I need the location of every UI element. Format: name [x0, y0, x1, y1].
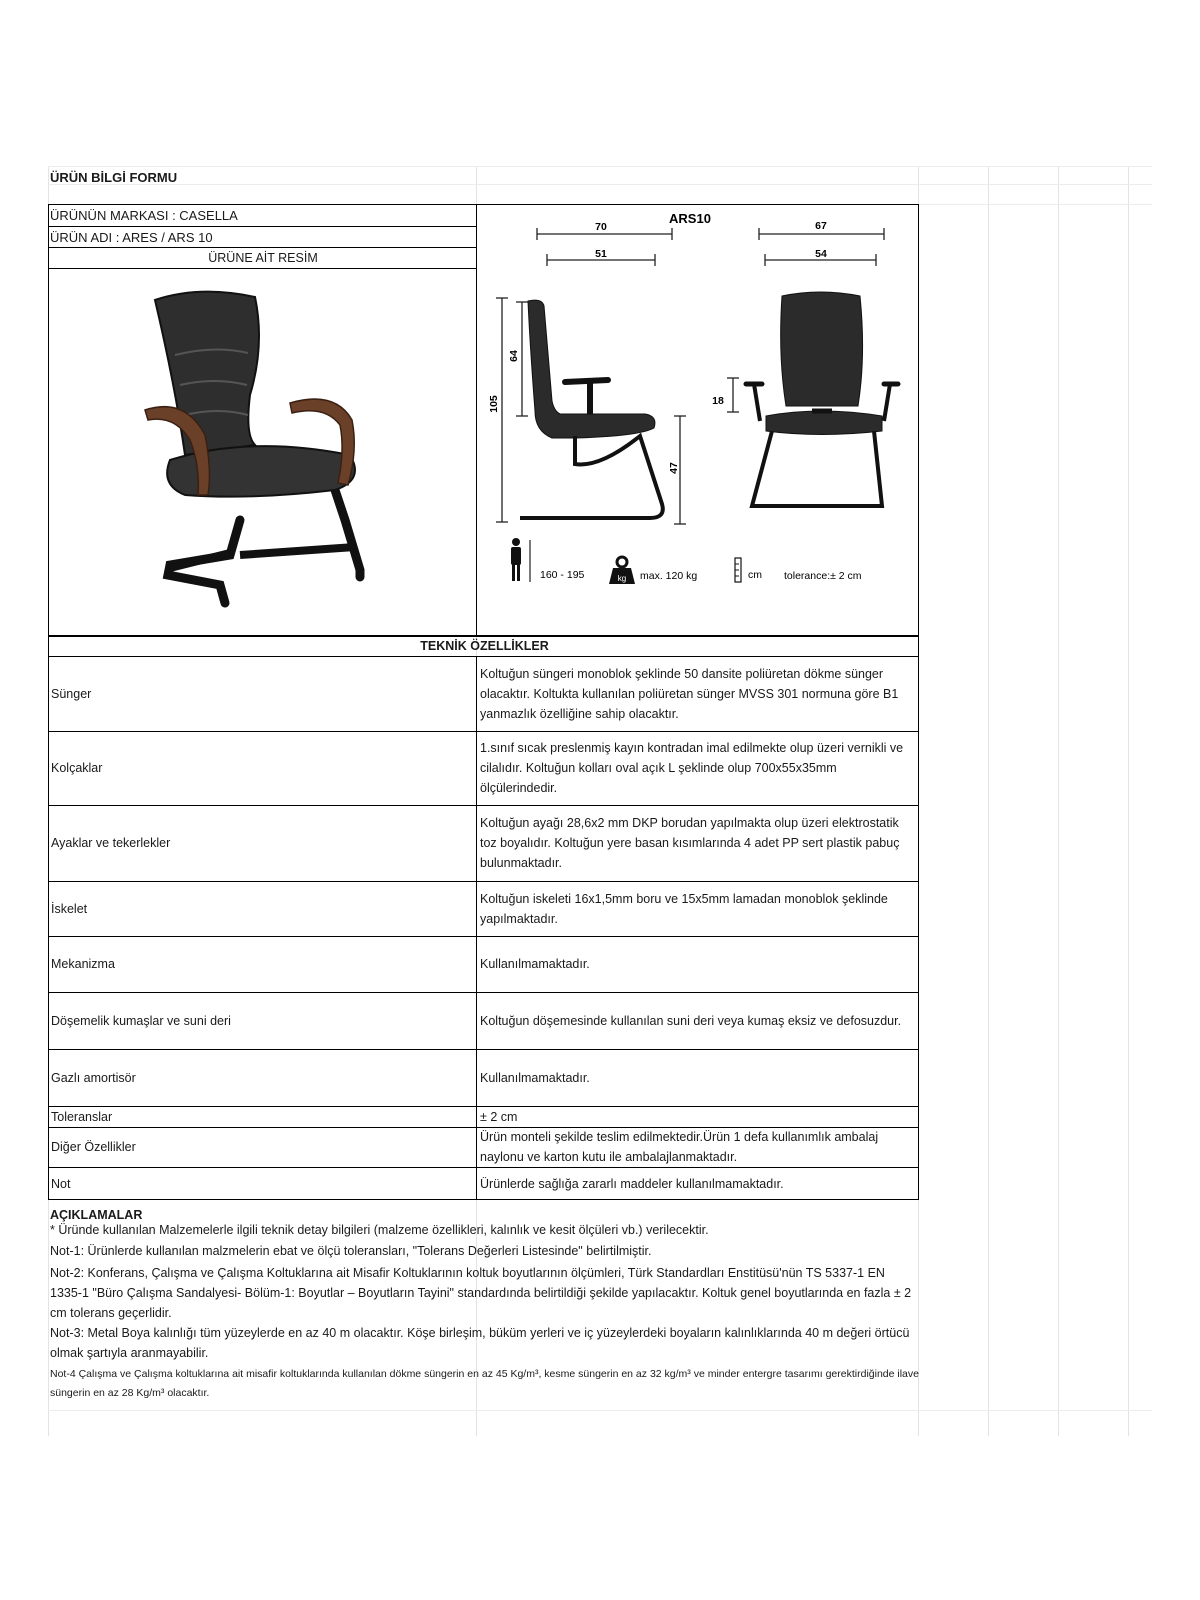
- grid-line: [48, 1410, 1152, 1411]
- spec-label: Gazlı amortisör: [51, 1070, 136, 1085]
- spec-label: Kolçaklar: [51, 761, 103, 775]
- note-0: * Üründe kullanılan Malzemelerle ilgili teknik detay bilgileri (malzeme özellikleri, kalınlık ve kesit ölçüleri vb.) verilecektir.: [50, 1223, 709, 1237]
- height-seat: 47: [668, 462, 680, 474]
- dimension-diagram: [480, 206, 916, 626]
- tolerance-label: tolerance:± 2 cm: [784, 570, 862, 582]
- product-name-row: ÜRÜN ADI : ARES / ARS 10: [50, 229, 213, 245]
- spec-value: ± 2 cm: [480, 1109, 518, 1124]
- grid-line: [1058, 166, 1059, 1436]
- side-width-top: 70: [595, 221, 607, 233]
- spec-value: Ürünlerde sağlığa zararlı maddeler kullanılmamaktadır.: [480, 1176, 784, 1191]
- row-divider: [48, 268, 476, 269]
- height-back: 64: [508, 350, 520, 362]
- note-1: Not-1: Ürünlerde kullanılan malzmelerin ebat ve ölçü toleransları, "Tolerans Değerleri Listesinde" belirtilmiştir.: [50, 1244, 652, 1258]
- spec-value: Koltuğun iskeleti 16x1,5mm boru ve 15x5mm lamadan monoblok şeklinde yapılmaktadır.: [480, 891, 888, 926]
- grid-line: [1128, 166, 1129, 1436]
- spec-label: Mekanizma: [51, 957, 115, 971]
- specs-header: TEKNİK ÖZELLİKLER: [48, 636, 919, 657]
- weight-icon: [609, 557, 635, 584]
- arm-height: 18: [712, 395, 724, 407]
- height-total: 105: [488, 395, 500, 413]
- spec-value: Koltuğun ayağı 28,6x2 mm DKP borudan yapılmakta olup üzeri elektrostatik toz boyalıdır. Koltuğun yere basan kısımlarında 4 adet PP sert plastik pabuç bulunmaktadır.: [480, 816, 900, 870]
- column-divider: [476, 204, 477, 636]
- grid-line: [48, 166, 1152, 167]
- spec-label: Döşemelik kumaşlar ve suni deri: [51, 1013, 231, 1028]
- grid-line: [48, 184, 1152, 185]
- spec-label: Toleranslar: [51, 1109, 113, 1124]
- spec-label: Sünger: [51, 687, 92, 701]
- user-height-range: 160 - 195: [540, 569, 585, 581]
- spec-value: Kullanılmamaktadır.: [480, 957, 590, 971]
- spec-label: Not: [51, 1176, 71, 1191]
- max-weight: max. 120 kg: [640, 570, 698, 582]
- form-title: ÜRÜN BİLGİ FORMU: [50, 170, 178, 185]
- spec-value: Kullanılmamaktadır.: [480, 1070, 590, 1085]
- image-label: ÜRÜNE AİT RESİM: [208, 251, 318, 265]
- grid-line: [988, 166, 989, 1436]
- notes-header: AÇIKLAMALAR: [50, 1208, 143, 1222]
- spec-value: Koltuğun döşemesinde kullanılan suni deri veya kumaş eksiz ve defosuzdur.: [480, 1013, 902, 1028]
- front-width-seat: 54: [815, 248, 827, 260]
- spec-value: Ürün monteli şekilde teslim edilmektedir.Ürün 1 defa kullanımlık ambalaj naylonu ve karton kutu ile ambalajlanmaktadır.: [480, 1130, 879, 1164]
- weight-badge: kg: [617, 574, 627, 583]
- model-code: ARS10: [669, 211, 711, 226]
- note-3: Not-3: Metal Boya kalınlığı tüm yüzeylerde en az 40 m olacaktır. Köşe birleşim, büküm yerleri ve iç yüzeylerdeki boyaların kalınlıklarında 40 m değeri örtücü olmak şartıyla aranmayabilir.: [50, 1326, 910, 1360]
- chair-photo: [130, 285, 380, 610]
- spec-label: Diğer Özellikler: [51, 1140, 136, 1154]
- note-4: Not-4 Çalışma ve Çalışma koltuklarına ait misafir koltuklarında kullanılan dökme süngerin en az 45 Kg/m³, kesme süngerin en az 32 kg/m³ ve minder entergre tasarımı gerektirdiğinde ilave süngerin en az 28 Kg/m³ olacaktır.: [50, 1368, 919, 1399]
- front-width-top: 67: [815, 220, 827, 232]
- side-width-seat: 51: [595, 248, 607, 260]
- note-2: Not-2: Konferans, Çalışma ve Çalışma Koltuklarına ait Misafir Koltuklarının koltuk boyutlarının ölçümleri, Türk Standardları Enstitüsü'nün TS 5337-1 EN 1335-1 "Büro Çalışma Sandalyesi- Bölüm-1: Boyutlar – Boyutların Tayini" standardında belirtildiği şekilde yapılacaktır. Koltuk genel boyutlarında en fazla ± 2 cm tolerans geçerlidir.: [50, 1266, 912, 1320]
- unit-label: cm: [748, 569, 762, 581]
- ruler-icon: [735, 558, 741, 582]
- person-icon: [511, 538, 521, 581]
- spec-value: Koltuğun süngeri monoblok şeklinde 50 dansite poliüretan dökme sünger olacaktır. Koltukta kullanılan poliüretan sünger MVSS 301 normuna göre B1 yanmazlık özelliğine sahip olacaktır.: [480, 667, 899, 721]
- brand-row: ÜRÜNÜN MARKASI : CASELLA: [50, 208, 238, 223]
- spec-value: 1.sınıf sıcak preslenmiş kayın kontradan imal edilmekte olup üzeri vernikli ve cilalıdır. Koltuğun kolları oval açık L şeklinde olup 700x55x35mm ölçülerindedir.: [480, 741, 904, 795]
- spec-label: İskelet: [51, 901, 88, 916]
- spec-label: Ayaklar ve tekerlekler: [51, 836, 171, 850]
